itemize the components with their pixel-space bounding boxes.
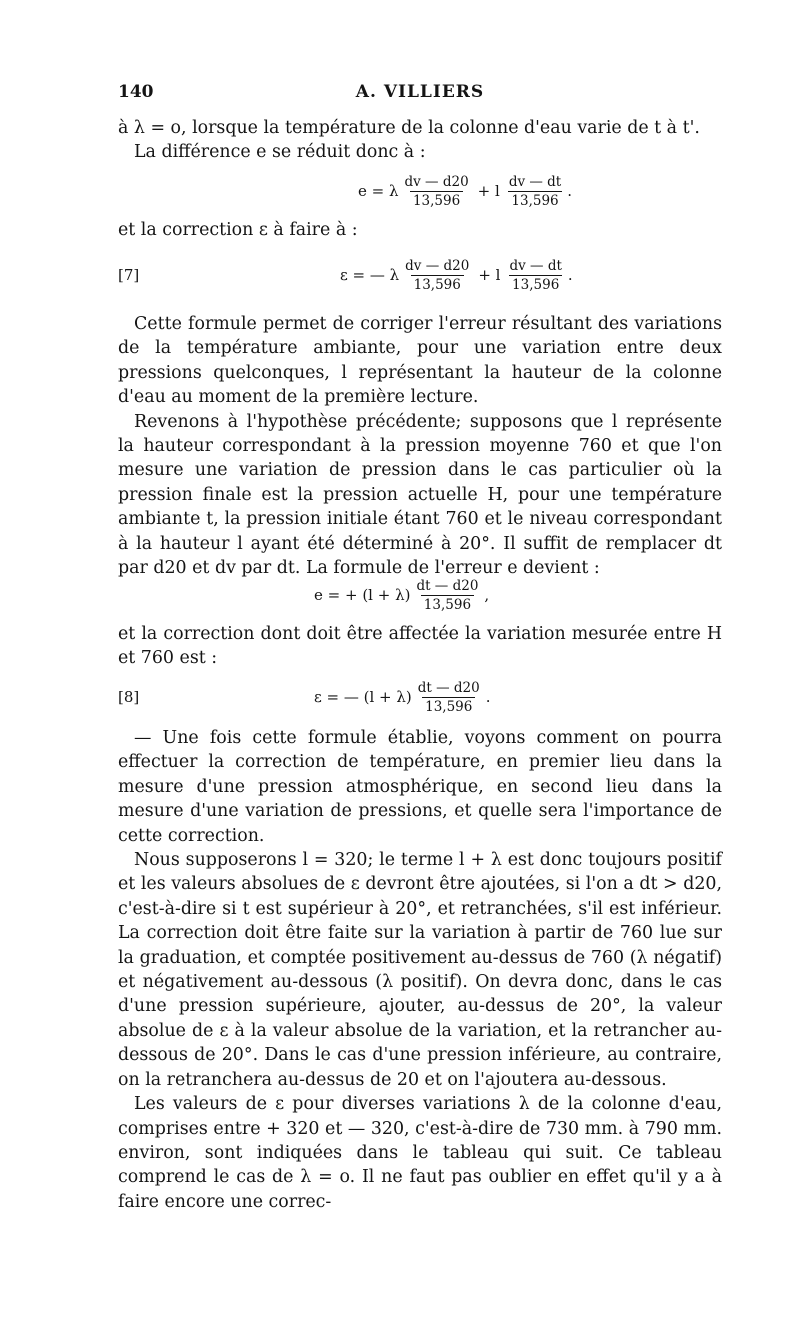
eq1-fraction-2 [506,174,564,209]
eq2-lhs: ε = — λ [340,266,400,284]
eq1-fraction-1 [402,174,472,209]
eq4-fraction [415,680,483,715]
eq3-numerator: dt — d20 [416,577,479,594]
eq1-numerator-2: dv — dt [508,173,562,190]
text-block-1 [118,116,722,165]
text-block-3 [118,312,722,580]
paragraph-difference: La différence e se réduit donc à : [134,142,426,163]
paragraph-continuation: à λ = o, lorsque la température de la colonne d'eau varie de t à t'. [118,118,700,138]
eq4-denominator: 13,596 [422,697,475,715]
paragraph-correction: et la correction ε à faire à : [118,220,358,240]
paragraph-cette-formule: Cette formule permet de corriger l'erreur résultant des variations de la température ambiante, pour une variation entre deux pressions quelconques, l représentant la hauteur de la colonne d'eau au moment de la première lecture. [118,314,722,408]
eq1-denominator-2: 13,596 [508,191,561,209]
eq4-lhs: ε = — (l + λ) [314,688,412,706]
text-block-5 [118,726,722,1214]
text-block-2 [118,218,722,242]
paragraph-les-valeurs: Les valeurs de ε pour diverses variations λ de la colonne d'eau, comprises entre + 320 et — 320, c'est-à-dire de 730 mm. à 790 mm. environ, sont indiquées dans le tableau qui suit. Ce tableau comprend le cas de λ = o. Il ne faut pas oublier en effet qu'il y a à faire encore une correc- [118,1094,722,1212]
equation-tag-7: [7] [118,266,140,284]
eq2-denominator-2: 13,596 [509,275,562,293]
eq3-end: , [484,586,490,604]
text-block-4 [118,622,722,671]
eq4-end: . [485,688,491,706]
equation-8 [118,674,722,720]
paragraph-et-la-correction: et la correction dont doit être affectée la variation mesurée entre H et 760 est : [118,624,722,669]
eq2-fraction-1 [402,258,472,293]
eq2-operator: + l [478,266,501,284]
eq2-numerator-2: dv — dt [509,257,562,274]
eq2-fraction-2 [506,258,564,293]
eq1-numerator-1: dv — d20 [404,173,469,190]
page-header [118,82,722,106]
eq1-operator: + l [477,182,500,200]
page-number: 140 [118,82,154,102]
eq2-numerator-1: dv — d20 [405,257,470,274]
paragraph-nous-supposerons: Nous supposerons l = 320; le terme l + λ est donc toujours positif et les valeurs absolues de ε devront être ajoutées, si l'on a dt > d20, c'est-à-dire si t est supérieur à 20°, et retranchées, s'il est inférieur. La correction doit être faite sur la variation à partir de 760 lue sur la graduation, et comptée positivement au-dessus de 760 (λ négatif) et négativement au-dessous (λ positif). On devra donc, dans le cas d'une pression supérieure, ajouter, au-dessus de 20°, la valeur absolue de ε à la valeur absolue de la variation, et la retrancher au-dessous de 20°. Dans le cas d'une pression inférieure, au contraire, on la retranchera au-dessus de 20 et on l'ajoutera au-dessous. [118,850,722,1090]
eq1-lhs: e = λ [358,182,399,200]
eq2-end: . [567,266,573,284]
eq2-denominator-1: 13,596 [411,275,464,293]
eq1-end: . [567,182,573,200]
eq4-numerator: dt — d20 [417,679,480,696]
eq3-fraction [413,578,481,613]
equation-e-devient [118,572,722,618]
equation-7 [118,252,722,298]
paragraph-revenons: Revenons à l'hypothèse précédente; supposons que l représente la hauteur correspondant à la pression moyenne 760 et que l'on mesure une variation de pression dans le cas particulier où la pression finale est la pression actuelle H, pour une température ambiante t, la pression initiale étant 760 et le niveau correspondant à la hauteur l ayant été déterminé à 20°. Il suffit de remplacer dt par d20 et dv par dt. La formule de l'erreur e devient : [118,411,722,579]
equation-tag-8: [8] [118,688,140,706]
paragraph-une-fois: — Une fois cette formule établie, voyons comment on pourra effectuer la correction de température, en premier lieu dans la mesure d'une pression atmosphérique, en second lieu dans la mesure d'une variation de pressions, et quelle sera l'importance de cette correction. [118,728,722,846]
eq1-denominator-1: 13,596 [410,191,463,209]
eq3-denominator: 13,596 [421,595,474,613]
equation-e [118,168,722,214]
eq3-lhs: e = + (l + λ) [314,586,411,604]
running-head: A. VILLIERS [355,82,485,102]
